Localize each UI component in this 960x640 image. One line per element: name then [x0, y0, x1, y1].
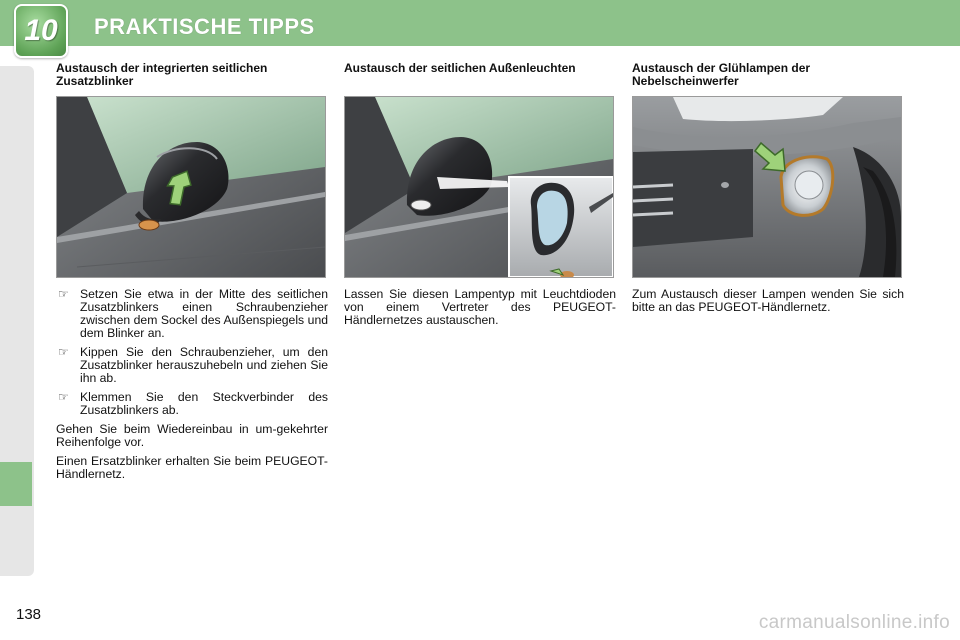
section-side-lamps [344, 62, 616, 333]
section-heading: Austausch der Glühlampen der Nebelscheinwerfer [632, 61, 811, 88]
section-body [632, 288, 904, 314]
list-item [56, 346, 328, 385]
section-side-indicator [56, 62, 328, 487]
section-body [344, 288, 616, 327]
section-heading: Austausch der integrierten seitlichen Zusatzblinker [56, 61, 268, 88]
pointing-hand-icon: ☞ [58, 287, 69, 301]
chapter-number: 10 [24, 14, 58, 47]
page-title: PRAKTISCHE TIPPS [94, 14, 315, 39]
chapter-side-tab[interactable] [0, 462, 32, 506]
list-item [56, 391, 328, 417]
list-item-text: Klemmen Sie den Steckverbinder des Zusatzblinkers ab. [80, 390, 328, 417]
mirror-lamp-figure [344, 96, 614, 278]
chapter-badge [14, 4, 68, 58]
fog-lamp-arrow-icon [633, 97, 901, 277]
paragraph: Zum Austausch dieser Lampen wenden Sie sich bitte an das PEUGEOT-Händlernetz. [632, 287, 904, 314]
fog-lamp-figure [632, 96, 902, 278]
instruction-list [56, 288, 328, 417]
paragraph: Einen Ersatzblinker erhalten Sie beim PEUGEOT-Händlernetz. [56, 454, 328, 481]
mirror-indicator-figure [56, 96, 326, 278]
section-body [56, 288, 328, 481]
pointing-hand-icon: ☞ [58, 345, 69, 359]
mirror-indicator-arrow-icon [57, 97, 325, 277]
section-fog-lamps [632, 62, 904, 320]
section-heading: Austausch der seitlichen Außenleuchten [344, 61, 576, 75]
list-item-text: Setzen Sie etwa in der Mitte des seitlichen Zusatzblinkers einen Schraubenzieher zwischen dem Sockel des Außenspiegels und dem Blinker an. [80, 287, 328, 340]
mirror-courtesy-lamp-icon [345, 97, 613, 277]
paragraph: Gehen Sie beim Wiedereinbau in um-gekehrter Reihenfolge vor. [56, 422, 328, 449]
paragraph: Lassen Sie diesen Lampentyp mit Leuchtdioden von einem Vertreter des PEUGEOT-Händlernetzes austauschen. [344, 287, 616, 327]
watermark: carmanualsonline.info [758, 612, 950, 633]
list-item-text: Kippen Sie den Schraubenzieher, um den Zusatzblinker herauszuhebeln und ziehen Sie ihn ab. [80, 345, 328, 385]
list-item [56, 288, 328, 340]
pointing-hand-icon: ☞ [58, 390, 69, 404]
page-number: 138 [16, 606, 42, 623]
